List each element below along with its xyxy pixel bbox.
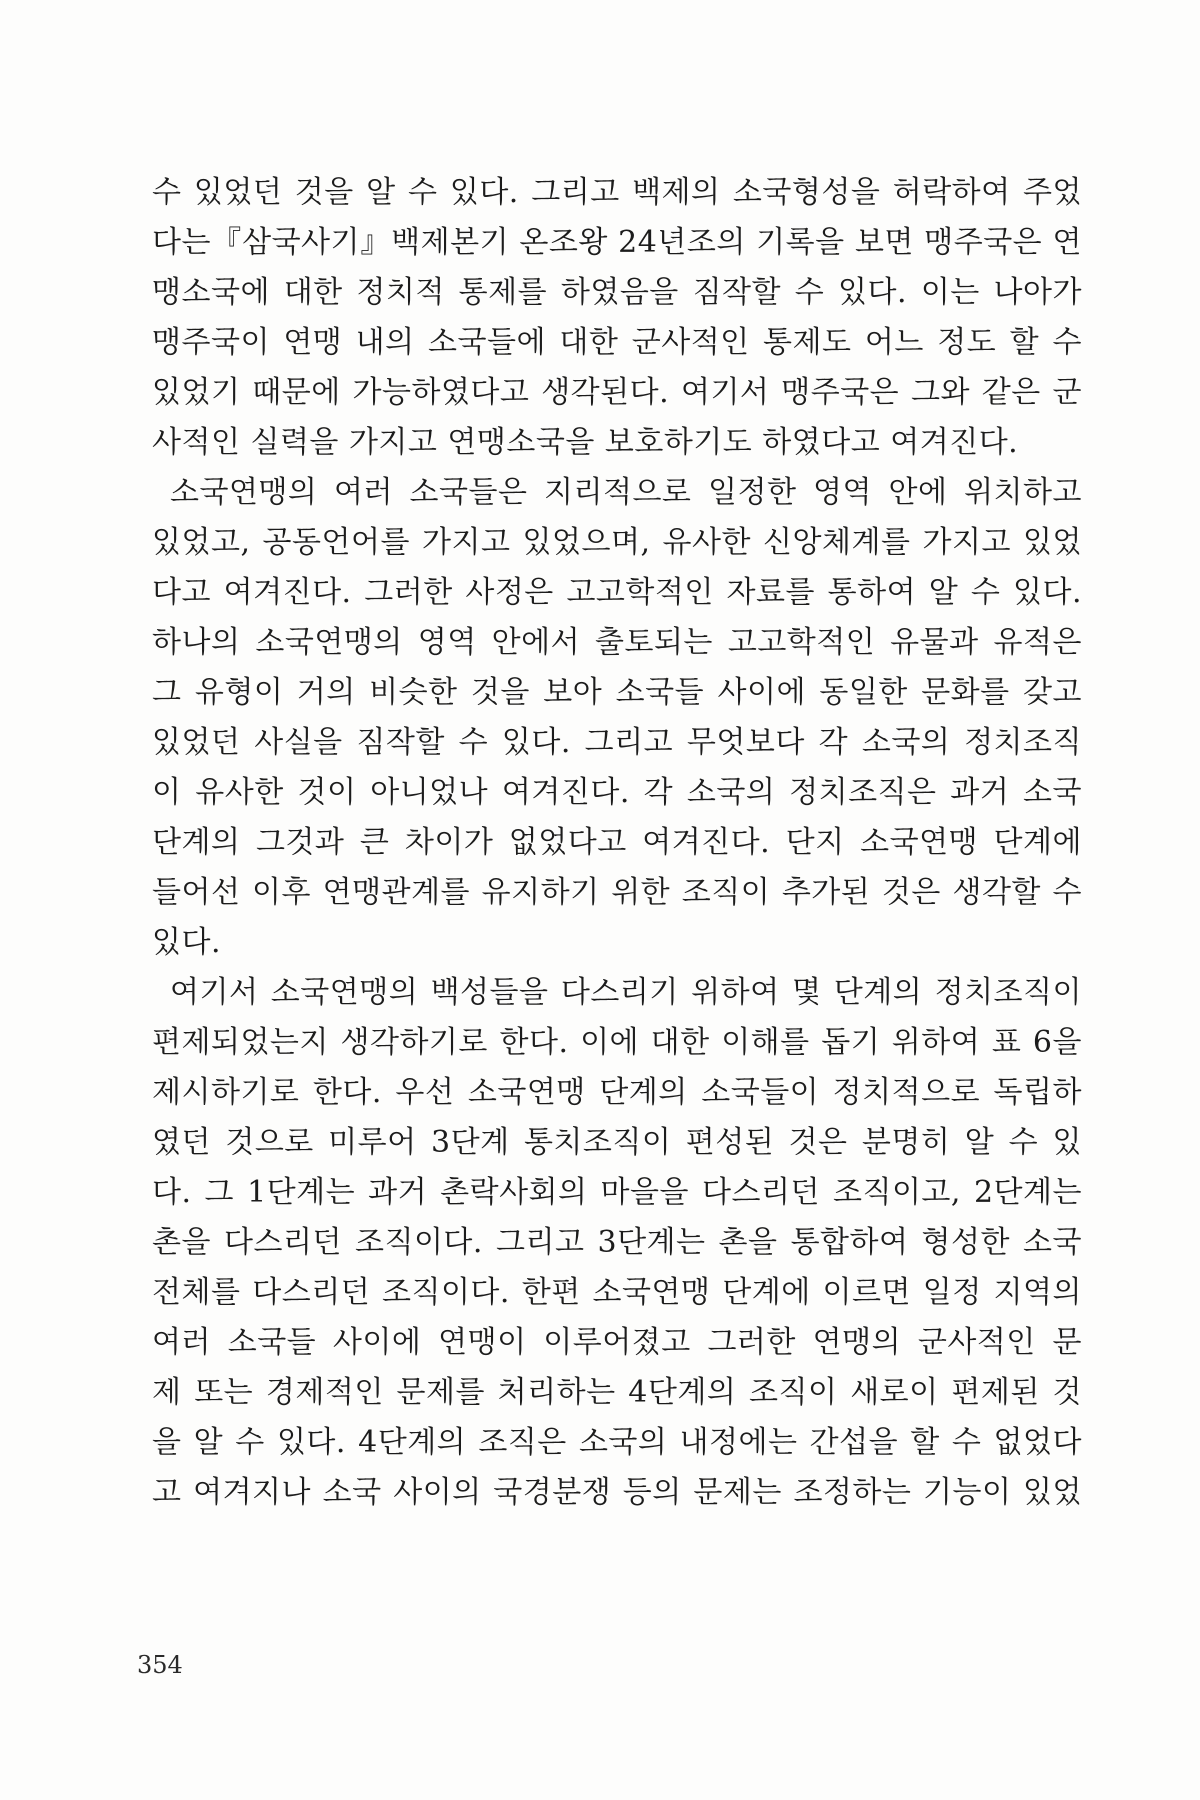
text-line: 들어선 이후 연맹관계를 유지하기 위한 조직이 추가된 것은 생각할 수 [152,875,1082,910]
text-line: 단계의 그것과 큰 차이가 없었다고 여겨진다. 단지 소국연맹 단계에 [152,825,1082,860]
text-line: 편제되었는지 생각하기로 한다. 이에 대한 이해를 돕기 위하여 표 6을 [152,1025,1082,1060]
text-line: 맹소국에 대한 정치적 통제를 하였음을 짐작할 수 있다. 이는 나아가 [152,275,1082,310]
text-line: 였던 것으로 미루어 3단계 통치조직이 편성된 것은 분명히 알 수 있 [152,1125,1082,1160]
text-line: 하나의 소국연맹의 영역 안에서 출토되는 고고학적인 유물과 유적은 [152,625,1082,660]
text-line: 있었던 사실을 짐작할 수 있다. 그리고 무엇보다 각 소국의 정치조직 [152,725,1082,760]
text-line: 다는『삼국사기』백제본기 온조왕 24년조의 기록을 보면 맹주국은 연 [152,225,1082,260]
text-line: 을 알 수 있다. 4단계의 조직은 소국의 내정에는 간섭을 할 수 없었다 [152,1425,1082,1460]
text-line: 있었고, 공동언어를 가지고 있었으며, 유사한 신앙체계를 가지고 있었 [152,525,1082,560]
text-line: 이 유사한 것이 아니었나 여겨진다. 각 소국의 정치조직은 과거 소국 [152,775,1082,810]
text-line: 있었기 때문에 가능하였다고 생각된다. 여기서 맹주국은 그와 같은 군 [152,375,1082,410]
text-line: 고 여겨지나 소국 사이의 국경분쟁 등의 문제는 조정하는 기능이 있었 [152,1475,1082,1510]
page-number: 354 [137,1651,183,1679]
body-text [152,168,1082,1518]
text-line: 있다. [152,925,221,960]
paragraph-start-line: 여기서 소국연맹의 백성들을 다스리기 위하여 몇 단계의 정치조직이 [170,975,1082,1010]
text-line: 제 또는 경제적인 문제를 처리하는 4단계의 조직이 새로이 편제된 것 [152,1375,1082,1410]
text-line: 다. 그 1단계는 과거 촌락사회의 마을을 다스리던 조직이고, 2단계는 [152,1175,1082,1210]
text-line: 수 있었던 것을 알 수 있다. 그리고 백제의 소국형성을 허락하여 주었 [152,175,1082,210]
text-line: 제시하기로 한다. 우선 소국연맹 단계의 소국들이 정치적으로 독립하 [152,1075,1082,1110]
text-line: 다고 여겨진다. 그러한 사정은 고고학적인 자료를 통하여 알 수 있다. [152,575,1082,610]
text-line: 촌을 다스리던 조직이다. 그리고 3단계는 촌을 통합하여 형성한 소국 [152,1225,1082,1260]
text-line: 전체를 다스리던 조직이다. 한편 소국연맹 단계에 이르면 일정 지역의 [152,1275,1082,1310]
text-line: 그 유형이 거의 비슷한 것을 보아 소국들 사이에 동일한 문화를 갖고 [152,675,1082,710]
text-line: 여러 소국들 사이에 연맹이 이루어졌고 그러한 연맹의 군사적인 문 [152,1325,1082,1360]
paragraph-start-line: 소국연맹의 여러 소국들은 지리적으로 일정한 영역 안에 위치하고 [170,475,1082,510]
text-line: 사적인 실력을 가지고 연맹소국을 보호하기도 하였다고 여겨진다. [152,425,1019,460]
text-line: 맹주국이 연맹 내의 소국들에 대한 군사적인 통제도 어느 정도 할 수 [152,325,1082,360]
